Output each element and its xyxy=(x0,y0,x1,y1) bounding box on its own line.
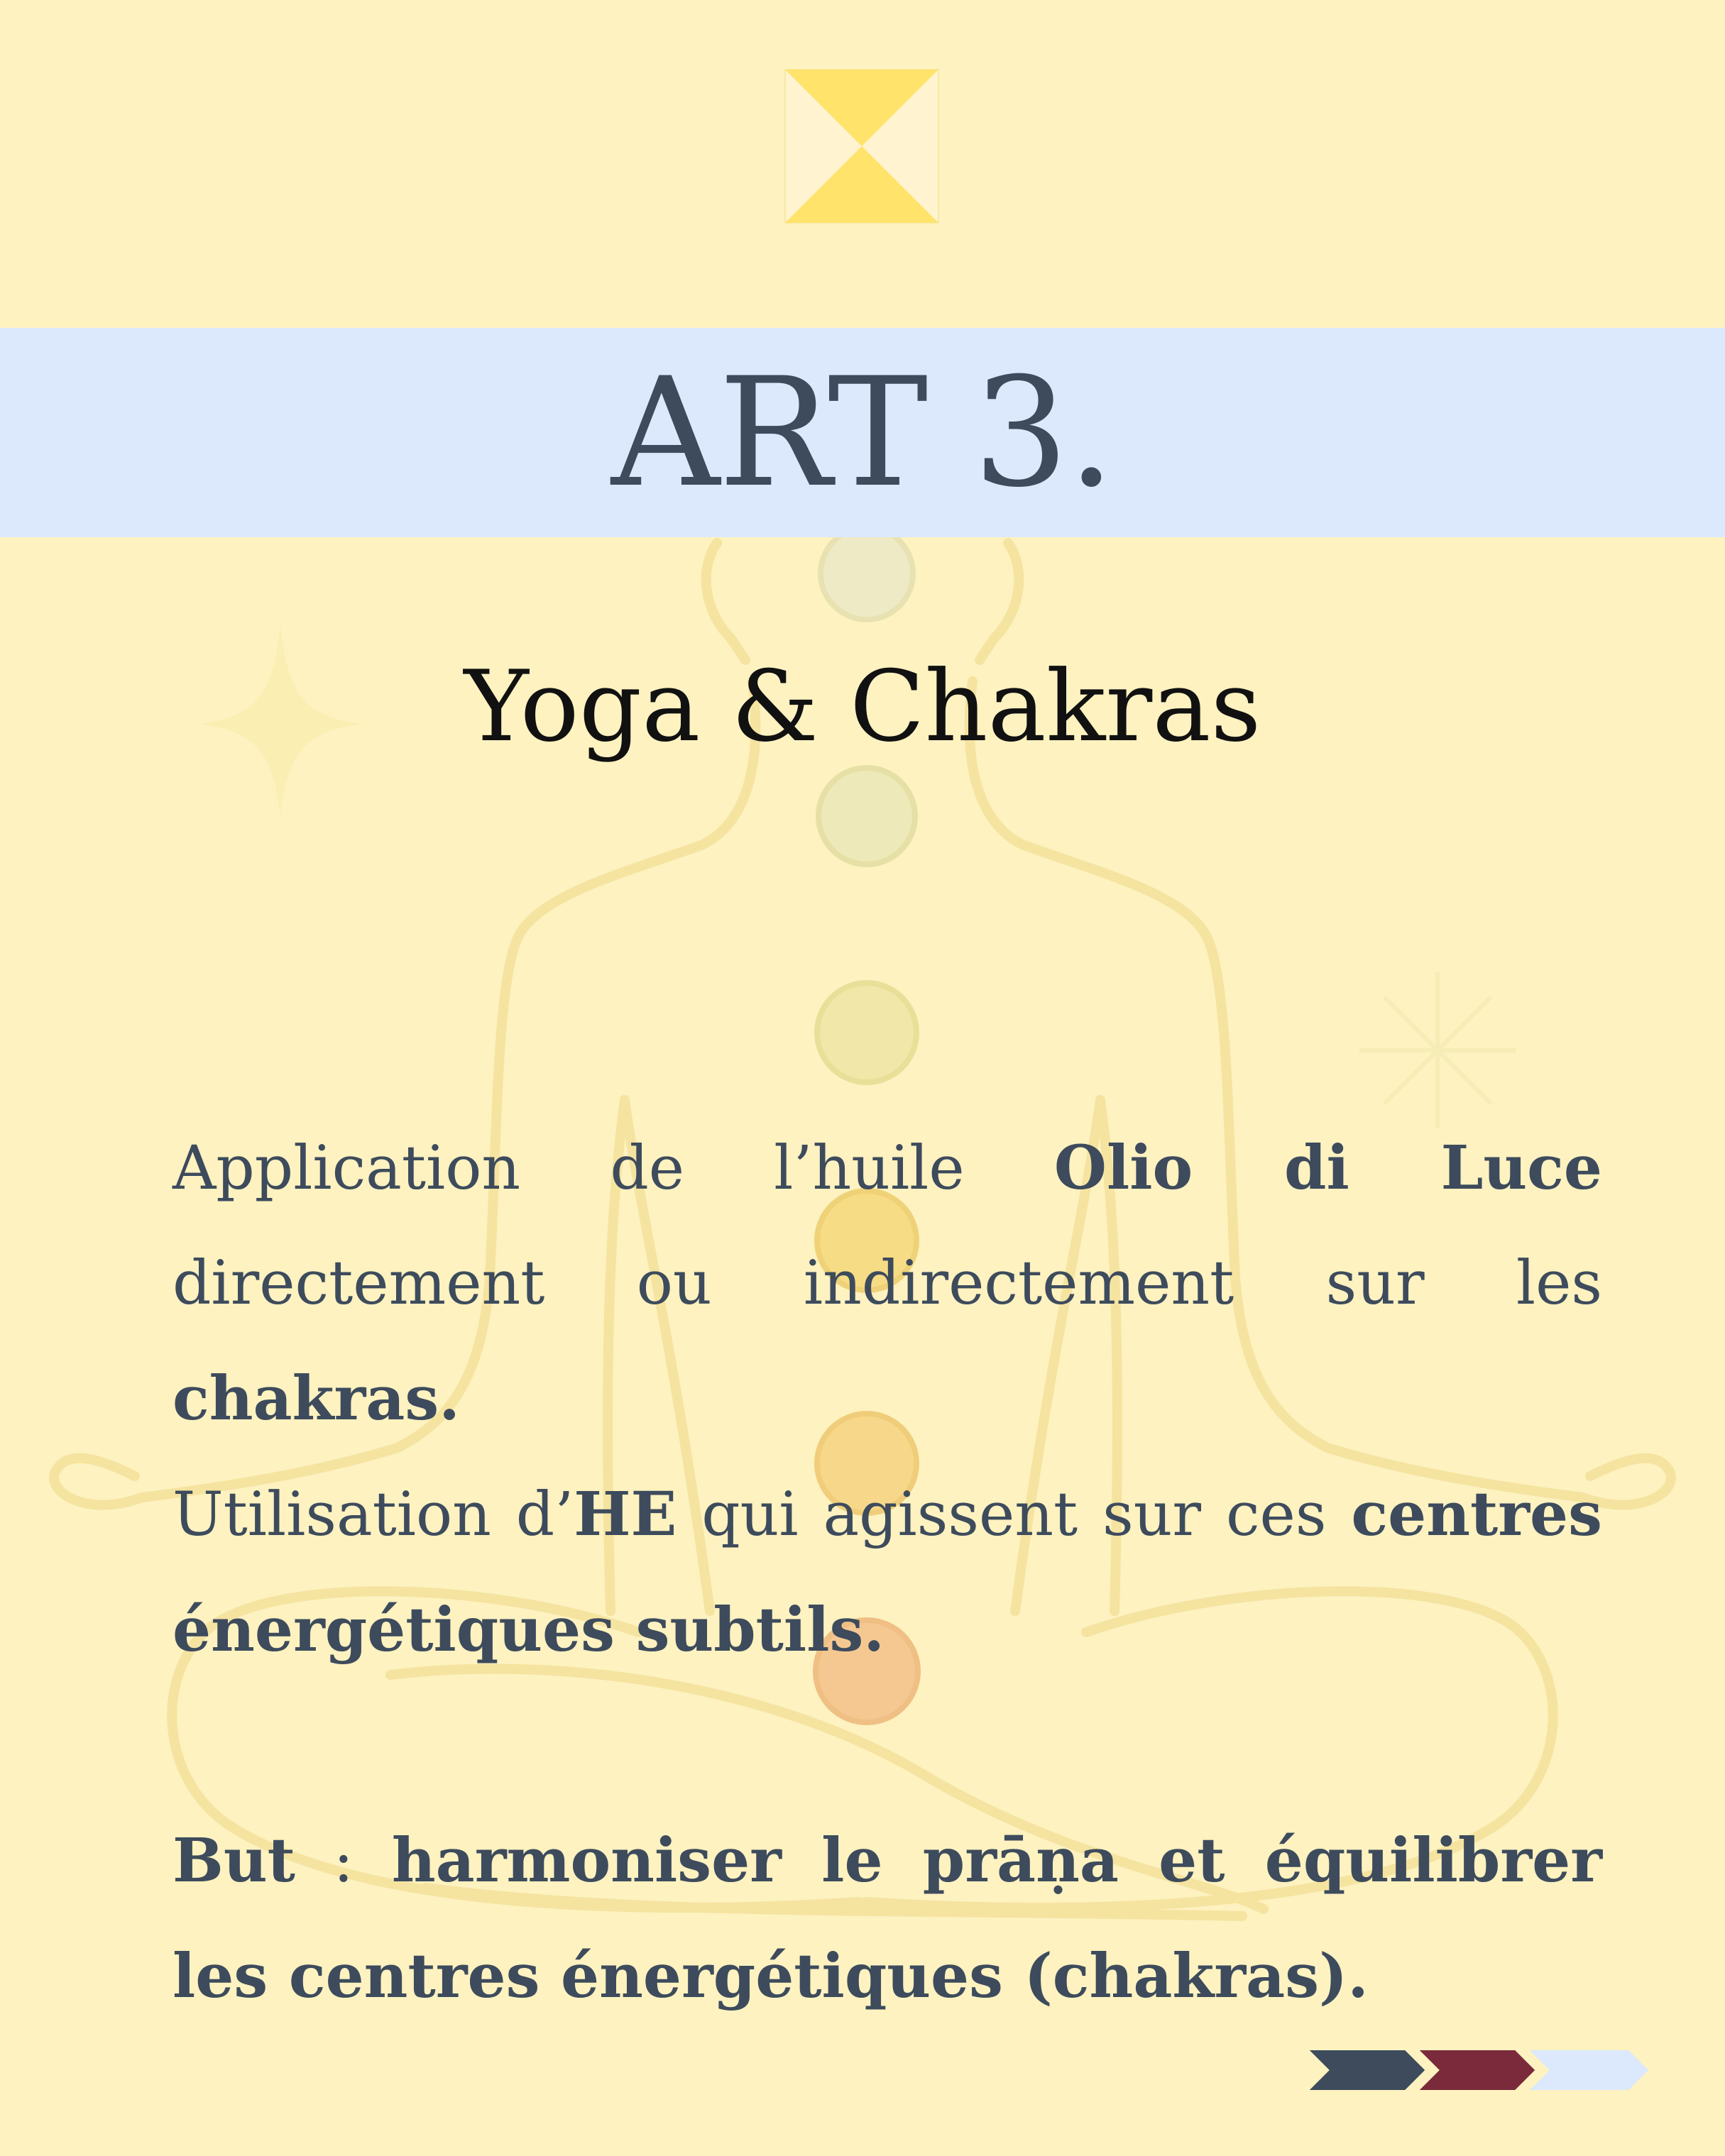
text-run: : xyxy=(295,1826,392,1896)
goal-label: But xyxy=(172,1825,295,1896)
next-arrows-icon[interactable] xyxy=(1306,2045,1661,2095)
arrow-chevron-dark-icon xyxy=(1306,2049,1427,2091)
arrow-chevron-maroon-icon xyxy=(1416,2049,1537,2091)
energy-centers-term: centres énergétiques subtils. xyxy=(172,1479,1602,1666)
arrow-chevron-light-icon xyxy=(1526,2049,1650,2091)
paragraph-application xyxy=(172,1111,1602,1457)
page-title: ART 3. xyxy=(610,344,1115,520)
text-run: qui agissent sur ces xyxy=(677,1480,1352,1550)
he-term: HE xyxy=(574,1479,677,1550)
paragraph-utilisation xyxy=(172,1457,1602,1688)
paragraph-spacer xyxy=(172,1688,1602,1803)
text-run: Utilisation d’ xyxy=(172,1480,574,1550)
section-subtitle: Yoga & Chakras xyxy=(464,649,1261,764)
paragraph-goal xyxy=(172,1803,1602,2035)
goal-text: harmoniser le prāṇa et équilibrer les centres énergétiques (chakras). xyxy=(172,1825,1602,2012)
text-run: directement ou indirectement sur les xyxy=(172,1248,1602,1319)
text-run: Application de l’huile xyxy=(172,1133,1054,1204)
body-content xyxy=(172,1111,1602,2035)
oil-name: Olio di Luce xyxy=(1053,1133,1602,1204)
chakras-term: chakras. xyxy=(172,1363,460,1434)
hourglass-diamond-icon xyxy=(784,69,939,224)
